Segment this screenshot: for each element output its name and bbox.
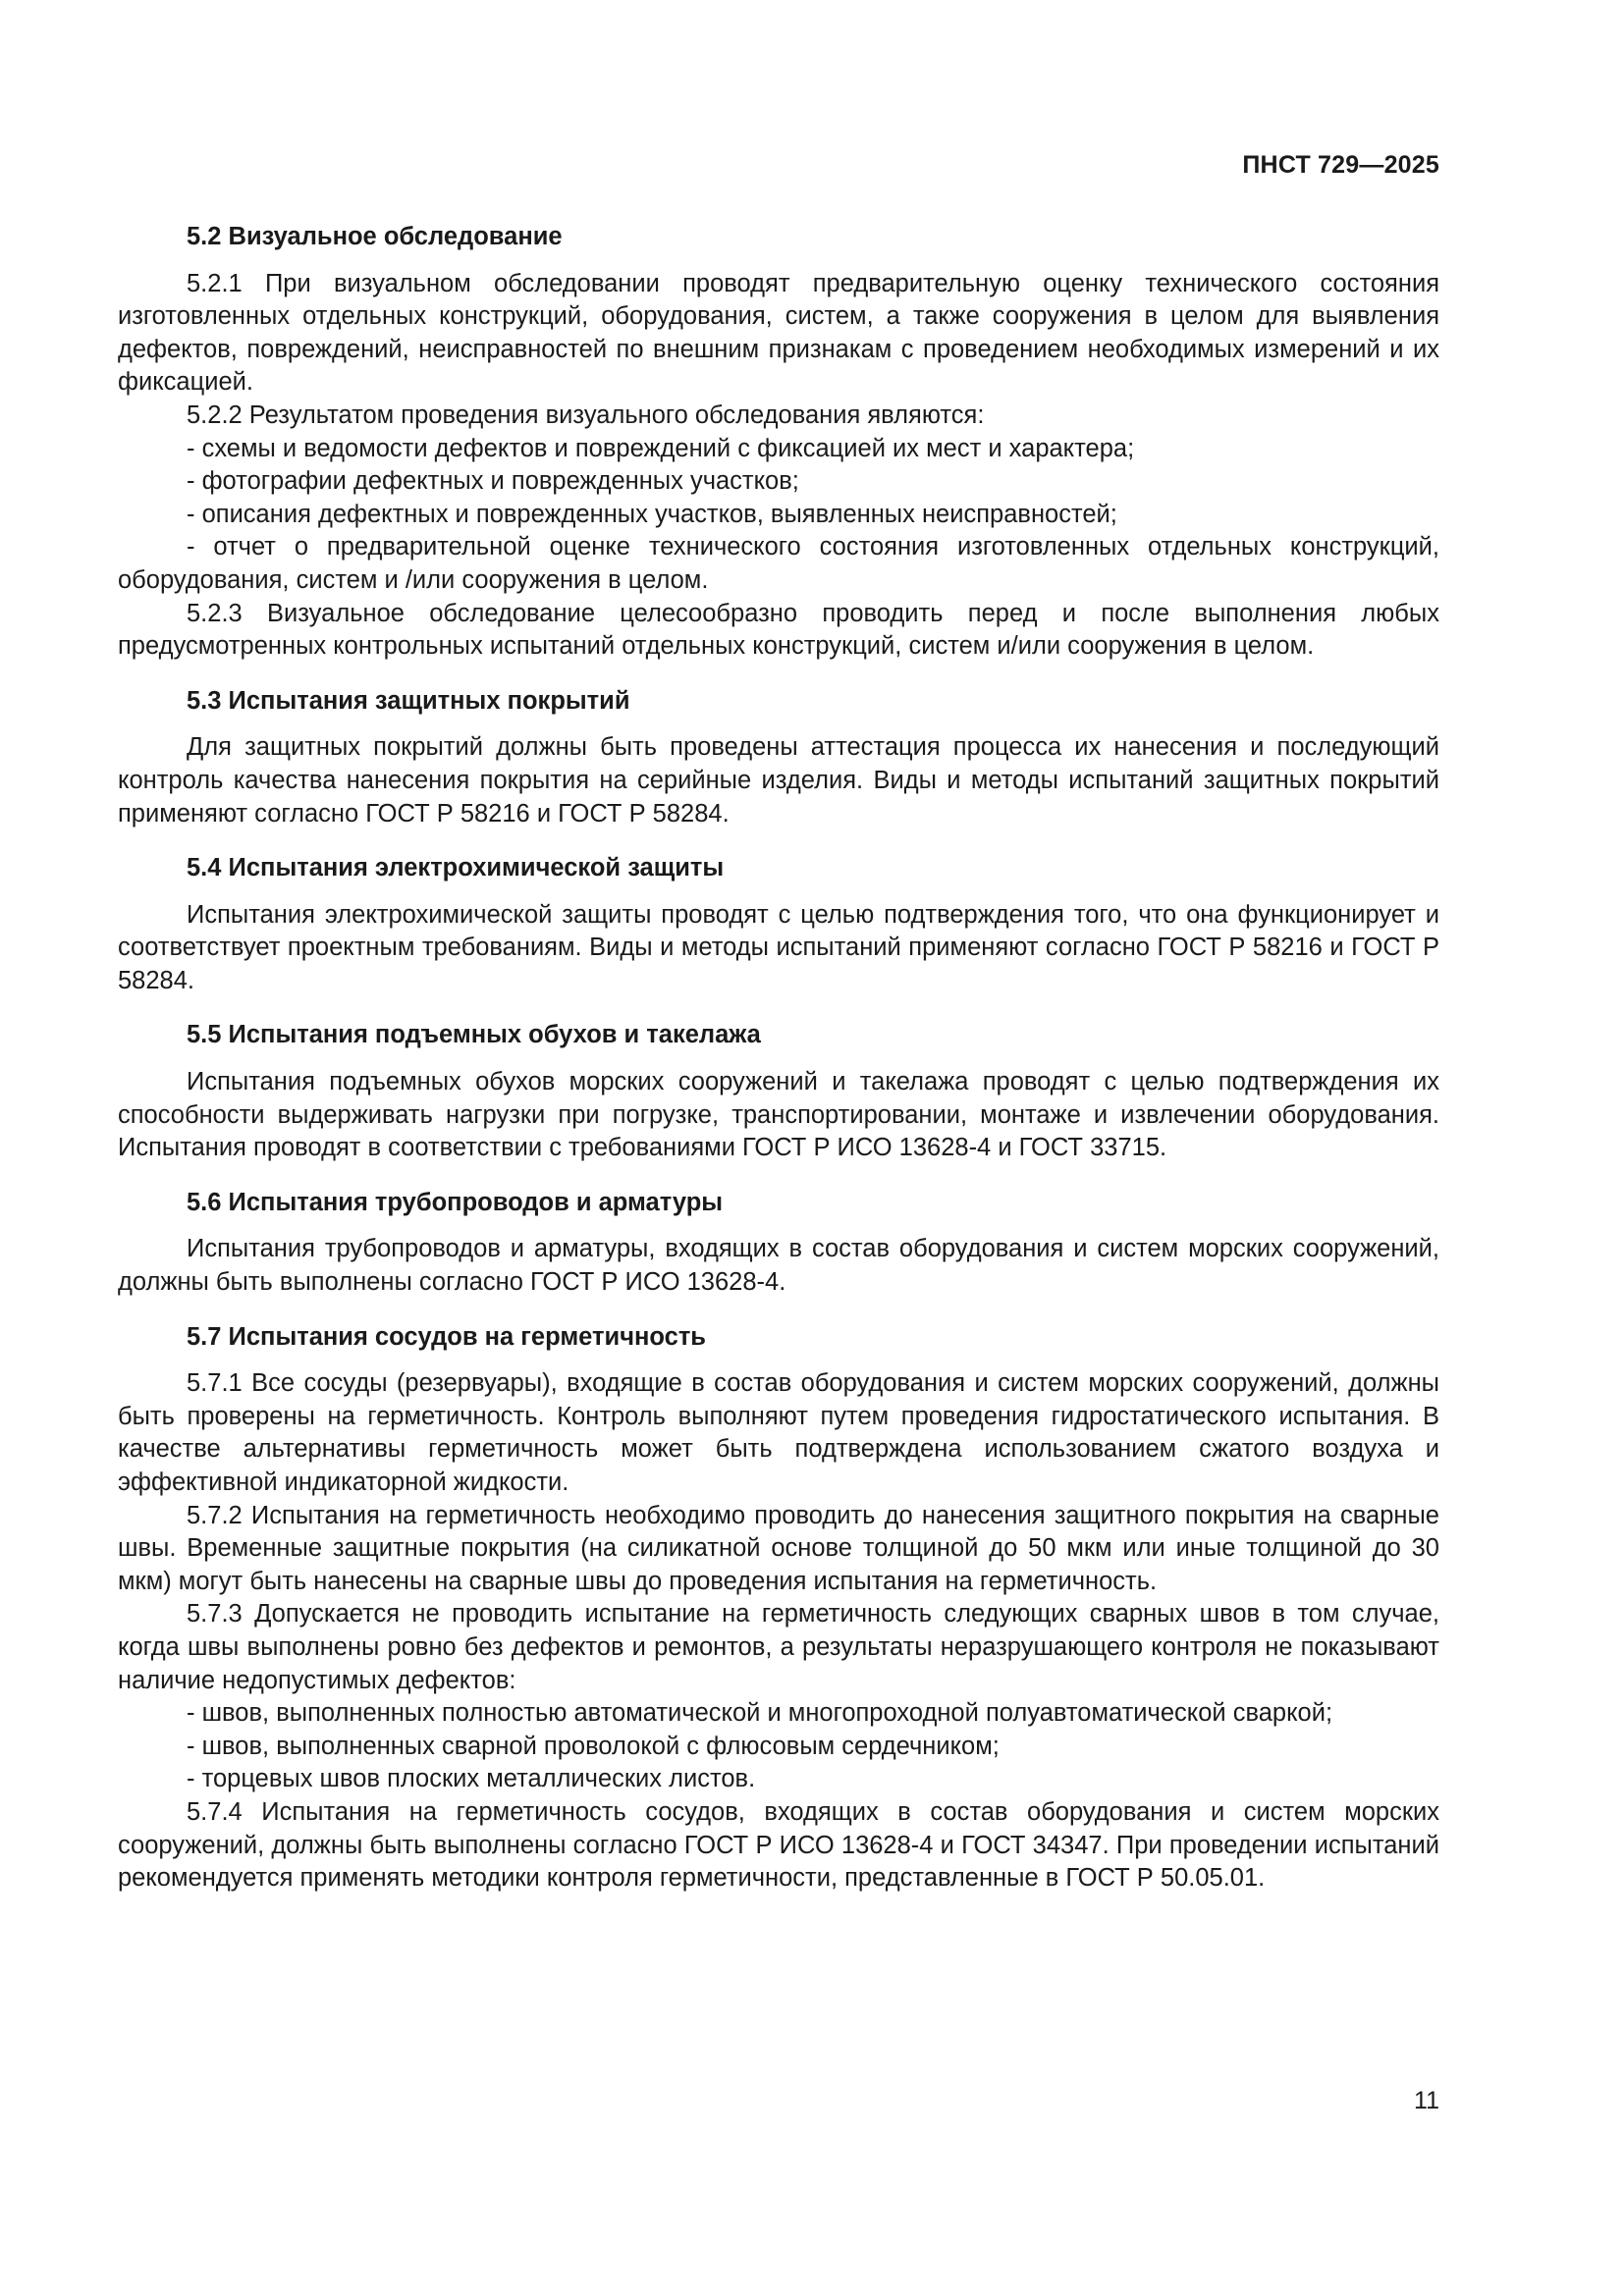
list-item: - схемы и ведомости дефектов и повреждений с фиксацией их мест и характера; [187, 434, 1135, 462]
paragraph-5-3: Для защитных покрытий должны быть проведены аттестация процесса их нанесения и последующий контроль качества нанесения покрытия на серийные изделия. Виды и методы испытаний защитных покрытий применяют согласно ГОСТ Р 58216 и ГОСТ Р 58284. [118, 733, 1439, 828]
page-number: 11 [1414, 2087, 1439, 2114]
paragraph-5-6: Испытания трубопроводов и арматуры, входящих в состав оборудования и систем морских сооружений, должны быть выполнены согласно ГОСТ Р ИСО 13628-4. [118, 1235, 1439, 1297]
paragraph-5-7-2: 5.7.2 Испытания на герметичность необходимо проводить до нанесения защитного покрытия на сварные швы. Временные защитные покрытия (на силикатной основе толщиной до 50 мкм или иные толщиной до 30 мкм) могут быть нанесены на сварные швы до проведения испытания на герметичность. [118, 1501, 1439, 1595]
section-heading-5-7: 5.7 Испытания сосудов на герметичность [187, 1322, 706, 1351]
paragraph-5-2-2: 5.2.2 Результатом проведения визуального обследования являются: [187, 400, 985, 429]
paragraph-5-2-1: 5.2.1 При визуальном обследовании проводят предварительную оценку технического состояния изготовленных отдельных конструкций, оборудования, систем, а также сооружения в целом для выявления дефектов, повреждений, неисправностей по внешним признакам с проведением необходимых измерений и их фиксацией. [118, 269, 1439, 397]
section-heading-5-5: 5.5 Испытания подъемных обухов и такелажа [187, 1021, 761, 1049]
paragraph-5-4: Испытания электрохимической защиты проводят с целью подтверждения того, что она функционирует и соответствует проектным требованиям. Виды и методы испытаний применяют согласно ГОСТ Р 58216 и ГОСТ Р 58284. [118, 900, 1439, 994]
section-heading-5-3: 5.3 Испытания защитных покрытий [187, 686, 630, 715]
paragraph-5-5: Испытания подъемных обухов морских сооружений и такелажа проводят с целью подтверждения их способности выдерживать нагрузки при погрузке, транспортировании, монтаже и извлечении оборудования. Испытания проводят в соответствии с требованиями ГОСТ Р ИСО 13628-4 и ГОСТ 33715. [118, 1068, 1439, 1162]
list-item: - описания дефектных и поврежденных участков, выявленных неисправностей; [187, 500, 1117, 528]
list-item: - швов, выполненных полностью автоматической и многопроходной полуавтоматической сваркой; [187, 1699, 1333, 1728]
paragraph-5-2-3: 5.2.3 Визуальное обследование целесообразно проводить перед и после выполнения любых предусмотренных контрольных испытаний отдельных конструкций, систем и/или сооружения в целом. [118, 599, 1439, 661]
paragraph-5-7-3: 5.7.3 Допускается не проводить испытание на герметичность следующих сварных швов в том случае, когда швы выполнены ровно без дефектов и ремонтов, а результаты неразрушающего контроля не показывают наличие недопустимых дефектов: [118, 1600, 1439, 1694]
section-heading-5-6: 5.6 Испытания трубопроводов и арматуры [187, 1188, 724, 1216]
section-heading-5-4: 5.4 Испытания электрохимической защиты [187, 854, 725, 882]
list-item: - швов, выполненных сварной проволокой с флюсовым сердечником; [187, 1732, 1000, 1760]
document-body [118, 221, 1439, 1896]
paragraph-5-7-4: 5.7.4 Испытания на герметичность сосудов, входящих в состав оборудования и систем морских сооружений, должны быть выполнены согласно ГОСТ Р ИСО 13628-4 и ГОСТ 34347. При проведении испытаний рекомендуется применять методики контроля герметичности, представленные в ГОСТ Р 50.05.01. [118, 1797, 1439, 1893]
list-item: - фотографии дефектных и поврежденных участков; [187, 467, 799, 496]
document-code: ПНСТ 729—2025 [1242, 151, 1439, 179]
list-item: - отчет о предварительной оценке технического состояния изготовленных отдельных конструкций, оборудования, систем и /или сооружения в целом. [118, 533, 1439, 594]
section-heading-5-2: 5.2 Визуальное обследование [187, 223, 563, 250]
list-item: - торцевых швов плоских металлических листов. [187, 1765, 756, 1793]
paragraph-5-7-1: 5.7.1 Все сосуды (резервуары), входящие в состав оборудования и систем морских сооружений, должны быть проверены на герметичность. Контроль выполняют путем проведения гидростатического испытания. В качестве альтернативы герметичность может быть подтверждена использованием сжатого воздуха и эффективной индикаторной жидкости. [118, 1369, 1439, 1496]
